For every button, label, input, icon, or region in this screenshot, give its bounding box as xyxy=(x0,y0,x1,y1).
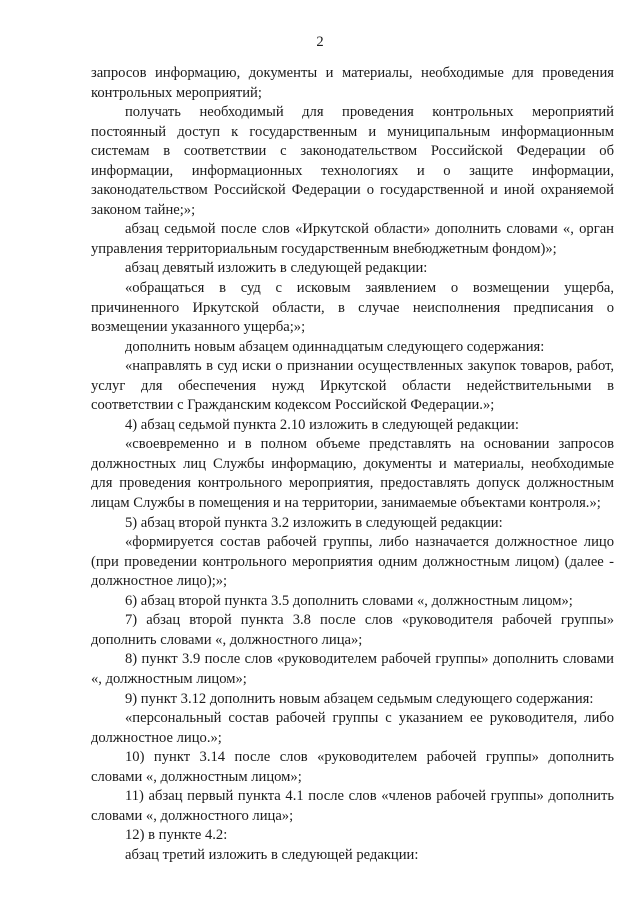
paragraph: 6) абзац второй пункта 3.5 дополнить словами «, должностным лицом»; xyxy=(125,592,573,609)
paragraph: «обращаться в суд с исковым заявлением о возмещении ущерба, причиненного Иркутской области, в случае неисполнения предписания о возмещении указанного ущерба;»; xyxy=(91,280,614,336)
paragraph: «формируется состав рабочей группы, либо назначается должностное лицо (при проведении контрольного мероприятия одним должностным лицом) (далее - должностное лицо);»; xyxy=(91,534,614,590)
paragraph: 12) в пункте 4.2: xyxy=(125,827,228,844)
paragraph: получать необходимый для проведения контрольных мероприятий постоянный доступ к государственным и муниципальным информационным системам в соответствии с законодательством Российской Федерации об информации, информационных технологиях и о защите информации, законодательством Российской Федерации о государственной и иной охраняемой законом тайне;»; xyxy=(91,104,614,218)
paragraph: «направлять в суд иски о признании осуществленных закупок товаров, работ, услуг для обеспечения нужд Иркутской области недействительными в соответствии с Гражданским кодексом Российской Федерации.»; xyxy=(91,358,614,414)
paragraph: 4) абзац седьмой пункта 2.10 изложить в следующей редакции: xyxy=(125,416,519,433)
paragraph: 11) абзац первый пункта 4.1 после слов «членов рабочей группы» дополнить словами «, должностного лица»; xyxy=(91,788,614,824)
paragraph: «своевременно и в полном объеме представлять на основании запросов должностных лиц Службы информацию, документы и материалы, необходимые для проведения контрольного мероприятия, предоставлять допуск должностным лицам Службы в помещения и на территории, занимаемые объектами контроля.»; xyxy=(91,436,614,512)
paragraph: 5) абзац второй пункта 3.2 изложить в следующей редакции: xyxy=(125,514,503,531)
paragraph: 9) пункт 3.12 дополнить новым абзацем седьмым следующего содержания: xyxy=(125,690,594,707)
document-body xyxy=(91,64,614,865)
paragraph: дополнить новым абзацем одиннадцатым следующего содержания: xyxy=(125,338,545,355)
paragraph: абзац третий изложить в следующей редакции: xyxy=(125,846,419,863)
paragraph: 8) пункт 3.9 после слов «руководителем рабочей группы» дополнить словами «, должностным лицом»; xyxy=(91,651,614,687)
paragraph: 7) абзац второй пункта 3.8 после слов «руководителя рабочей группы» дополнить словами «, должностного лица»; xyxy=(91,612,614,648)
paragraph: 10) пункт 3.14 после слов «руководителем рабочей группы» дополнить словами «, должностным лицом»; xyxy=(91,749,614,785)
page-number: 2 xyxy=(316,34,324,50)
paragraph: запросов информацию, документы и материалы, необходимые для проведения контрольных мероприятий; xyxy=(91,65,614,101)
paragraph: абзац седьмой после слов «Иркутской области» дополнить словами «, орган управления территориальным государственным внебюджетным фондом)»; xyxy=(91,221,614,257)
paragraph: абзац девятый изложить в следующей редакции: xyxy=(125,260,428,277)
paragraph: «персональный состав рабочей группы с указанием ее руководителя, либо должностное лицо.»; xyxy=(91,710,614,746)
